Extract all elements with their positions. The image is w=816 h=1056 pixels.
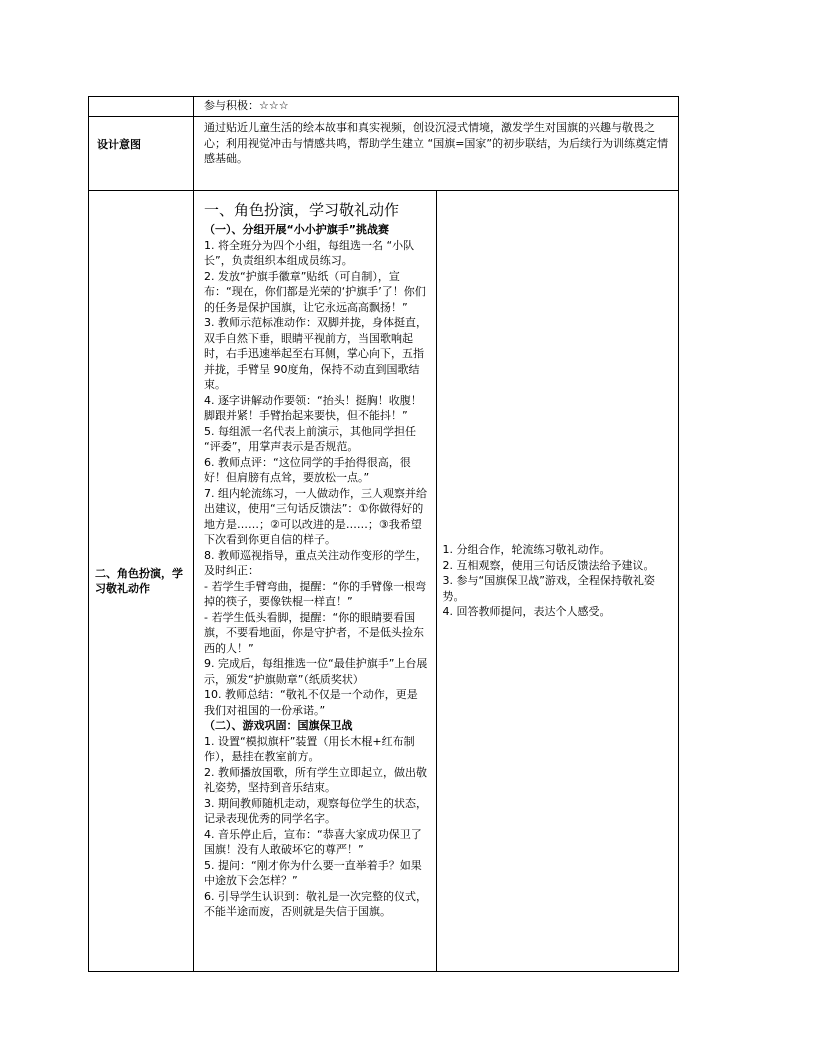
- step-item: - 若学生手臂弯曲，提醒：“你的手臂像一根弯掉的筷子，要像铁棍一样直！”: [204, 579, 427, 608]
- empty-label-cell: [89, 97, 194, 117]
- step-item: 9. 完成后，每组推选一位“最佳护旗手”上台展示，颁发“护旗勋章”（纸质奖状）: [204, 657, 428, 686]
- step-item: 3. 期间教师随机走动，观察每位学生的状态，记录表现优秀的同学名字。: [204, 796, 427, 825]
- participation-row: [89, 97, 679, 117]
- step-item: 4. 音乐停止后，宣布：“恭喜大家成功保卫了国旗！没有人敢破坏它的尊严！”: [204, 827, 422, 856]
- subsection-title-2: （二）、游戏巩固：国旗保卫战: [204, 719, 353, 732]
- step-item: 1. 设置“模拟旗杆”装置（用长木棍+红布制作），悬挂在教室前方。: [204, 734, 415, 763]
- design-intent-label-cell: [89, 117, 194, 191]
- step-item: - 若学生低头看脚，提醒：“你的眼睛要看国旗，不要看地面，你是守护者，不是低头捡东西的人！”: [204, 610, 424, 655]
- participation-cell: [194, 97, 679, 117]
- role-play-row: [89, 191, 679, 972]
- step-item: 2. 发放“护旗手徽章”贴纸（可自制），宣布：“现在，你们都是光荣的‘护旗手’了！你们的任务是保护国旗，让它永远高高飘扬！”: [204, 269, 426, 314]
- step-item: 6. 教师点评：“这位同学的手抬得很高，很好！但肩膀有点耸，要放松一点。”: [204, 455, 411, 484]
- lesson-plan-table: [88, 96, 679, 972]
- student-activity-cell: [436, 191, 679, 972]
- participation-rating: 参与积极：☆☆☆: [204, 99, 289, 112]
- step-item: 1. 将全班分为四个小组，每组选一名 “小队长”，负责组织本组成员练习。: [204, 238, 415, 267]
- step-item: 6. 引导学生认识到：敬礼是一次完整的仪式，不能半途而废，否则就是失信于国旗。: [204, 889, 427, 918]
- steps-list-2: [204, 734, 428, 920]
- section-label-cell: [89, 191, 194, 972]
- design-intent-row: [89, 117, 679, 191]
- subsection-title-1: （一）、分组开展“小小护旗手”挑战赛: [204, 223, 389, 236]
- steps-list-1: [204, 238, 428, 719]
- section-label: 二、角色扮演，学习敬礼动作: [95, 566, 183, 595]
- step-item: 3. 教师示范标准动作：双脚并拢，身体挺直，双手自然下垂，眼睛平视前方，当国歌响起时，右手迅速举起至右耳侧，掌心向下，五指并拢，手臂呈 90度角，保持不动直到国歌结束。: [204, 316, 427, 391]
- teacher-activity-content: [194, 191, 436, 971]
- step-item: 5. 提问：“刚才你为什么要一直举着手？如果中途放下会怎样？”: [204, 858, 422, 887]
- teacher-activity-cell: [194, 191, 437, 972]
- design-intent-label: 设计意图: [97, 138, 141, 151]
- student-activity-item: 4. 回答教师提问，表达个人感受。: [442, 605, 611, 619]
- step-item: 7. 组内轮流练习，一人做动作，三人观察并给出建议，使用“三句话反馈法”：①你做得好的地方是……；②可以改进的是……；③我希望下次看到你更自信的样子。: [204, 486, 427, 546]
- student-activity-item: 2. 互相观察，使用三句话反馈法给予建议。: [442, 558, 655, 572]
- student-activity-item: 3. 参与“国旗保卫战”游戏，全程保持敬礼姿势。: [442, 574, 655, 603]
- step-item: 10. 教师总结：“敬礼不仅是一个动作，更是我们对祖国的一份承诺。”: [204, 688, 418, 717]
- design-intent-content-cell: [194, 117, 679, 191]
- student-activity-list: [443, 542, 675, 620]
- step-item: 4. 逐字讲解动作要领：“抬头！挺胸！收腹！脚跟并紧！手臂抬起来要快，但不能抖！”: [204, 393, 422, 422]
- step-item: 2. 教师播放国歌，所有学生立即起立，做出敬礼姿势，坚持到音乐结束。: [204, 765, 427, 794]
- step-item: 8. 教师巡视指导，重点关注动作变形的学生，及时纠正：: [204, 548, 427, 577]
- design-intent-text: 通过贴近儿童生活的绘本故事和真实视频，创设沉浸式情境，激发学生对国旗的兴趣与敬畏之心；利用视觉冲击与情感共鸣，帮助学生建立 “国旗=国家”的初步联结，为后续行为训练奠定情感基础。: [204, 121, 669, 165]
- step-item: 5. 每组派一名代表上前演示，其他同学担任 “评委”，用掌声表示是否规范。: [204, 424, 420, 453]
- student-activity-item: 1. 分组合作，轮流练习敬礼动作。: [442, 543, 611, 557]
- section-title: 一、角色扮演，学习敬礼动作: [204, 201, 400, 219]
